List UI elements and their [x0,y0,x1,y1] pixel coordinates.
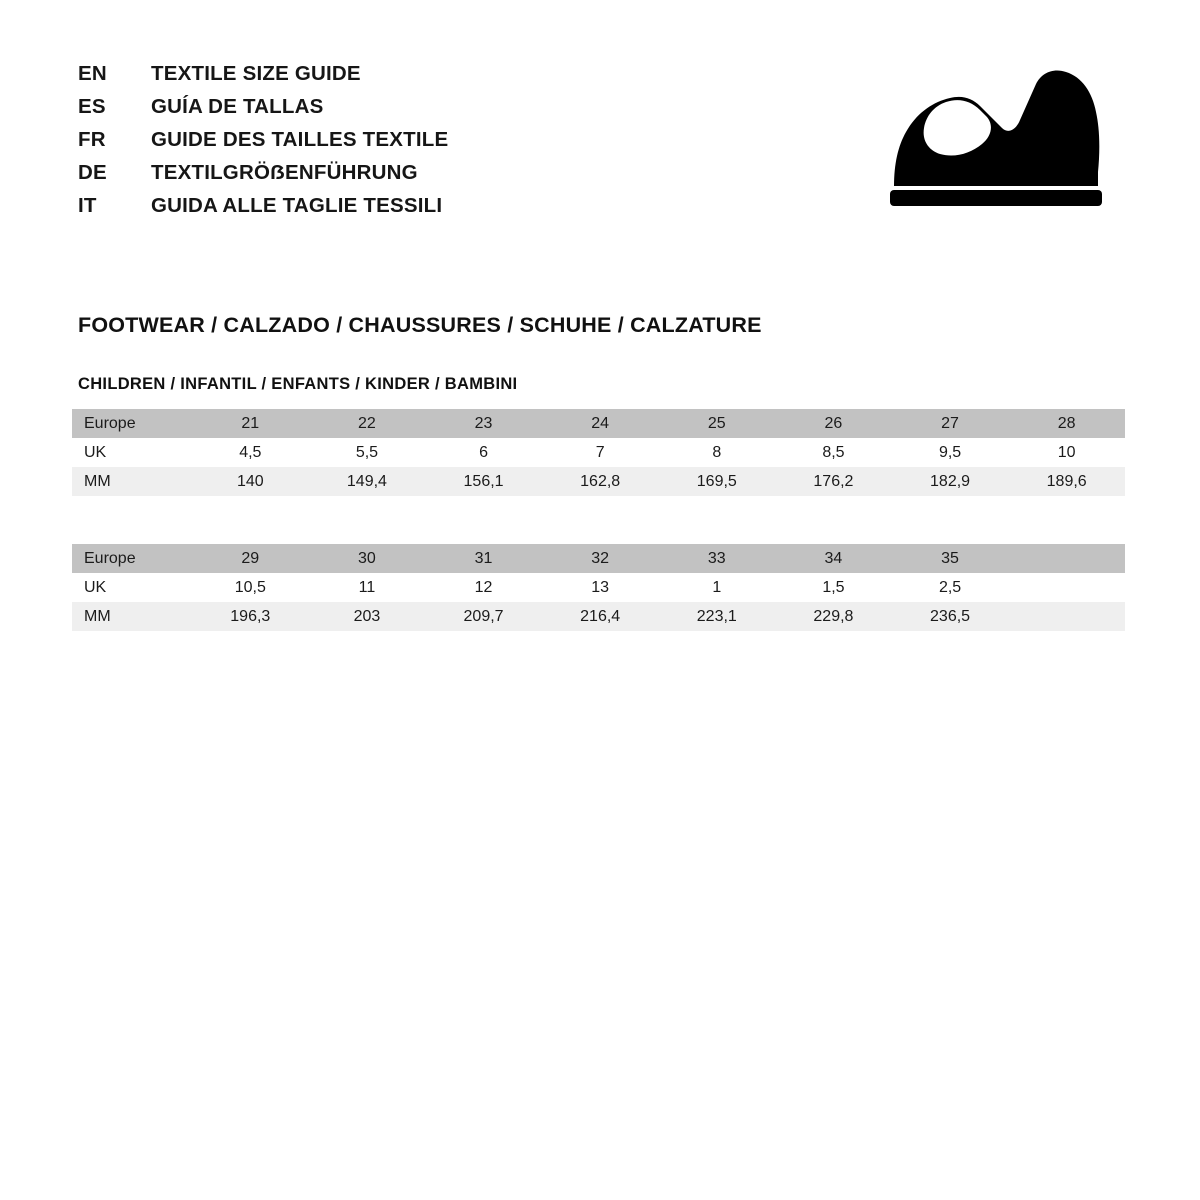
cell-empty [1008,544,1125,573]
cell: 29 [192,544,309,573]
language-title-it: GUIDA ALLE TAGLIE TESSILI [151,194,443,217]
cell: 28 [1008,409,1125,438]
language-row-en [78,62,448,86]
cell: 229,8 [775,602,892,631]
cell: 23 [425,409,542,438]
table-row [72,573,1125,602]
language-code-it: IT [78,194,97,217]
cell: 156,1 [425,467,542,496]
cell: 1 [659,573,776,602]
cell: 8 [659,438,776,467]
table-row [72,438,1125,467]
size-table-children-small [72,409,1125,496]
cell: 2,5 [892,573,1009,602]
cell: 30 [309,544,426,573]
cell: 176,2 [775,467,892,496]
cell: 26 [775,409,892,438]
cell: 7 [542,438,659,467]
cell: 189,6 [1008,467,1125,496]
cell: 223,1 [659,602,776,631]
row-label: Europe [72,544,192,573]
table-row [72,544,1125,573]
cell: 140 [192,467,309,496]
cell: 34 [775,544,892,573]
cell: 13 [542,573,659,602]
cell: 236,5 [892,602,1009,631]
cell: 4,5 [192,438,309,467]
section-title: FOOTWEAR / CALZADO / CHAUSSURES / SCHUHE / CALZATURE [78,313,762,337]
section-subtitle: CHILDREN / INFANTIL / ENFANTS / KINDER / BAMBINI [78,375,518,393]
cell: 10,5 [192,573,309,602]
cell: 24 [542,409,659,438]
cell: 22 [309,409,426,438]
cell: 35 [892,544,1009,573]
language-list [78,62,448,227]
language-code-fr: FR [78,128,106,151]
table-row [72,467,1125,496]
cell: 8,5 [775,438,892,467]
language-row-it [78,194,448,218]
cell: 10 [1008,438,1125,467]
cell: 216,4 [542,602,659,631]
size-table-children-large [72,544,1125,631]
cell: 31 [425,544,542,573]
language-code-en: EN [78,62,107,85]
language-code-de: DE [78,161,107,184]
row-label: UK [72,438,192,467]
cell: 11 [309,573,426,602]
language-row-es [78,95,448,119]
cell-empty [1008,573,1125,602]
language-title-de: TEXTILGRÖẞENFÜHRUNG [151,161,418,184]
cell: 1,5 [775,573,892,602]
language-title-fr: GUIDE DES TAILLES TEXTILE [151,128,449,151]
row-label: Europe [72,409,192,438]
language-title-es: GUÍA DE TALLAS [151,95,324,118]
cell: 209,7 [425,602,542,631]
row-label: MM [72,467,192,496]
language-row-de [78,161,448,185]
row-label: MM [72,602,192,631]
cell: 21 [192,409,309,438]
cell: 182,9 [892,467,1009,496]
cell: 32 [542,544,659,573]
cell: 33 [659,544,776,573]
cell: 196,3 [192,602,309,631]
cell-empty [1008,602,1125,631]
cell: 162,8 [542,467,659,496]
language-row-fr [78,128,448,152]
cell: 9,5 [892,438,1009,467]
row-label: UK [72,573,192,602]
cell: 5,5 [309,438,426,467]
language-title-en: TEXTILE SIZE GUIDE [151,62,361,85]
cell: 203 [309,602,426,631]
table-row [72,602,1125,631]
cell: 169,5 [659,467,776,496]
cell: 12 [425,573,542,602]
header [78,62,1130,227]
cell: 25 [659,409,776,438]
table-row [72,409,1125,438]
cell: 6 [425,438,542,467]
language-code-es: ES [78,95,106,118]
cell: 149,4 [309,467,426,496]
shoe-icon [884,68,1104,213]
cell: 27 [892,409,1009,438]
